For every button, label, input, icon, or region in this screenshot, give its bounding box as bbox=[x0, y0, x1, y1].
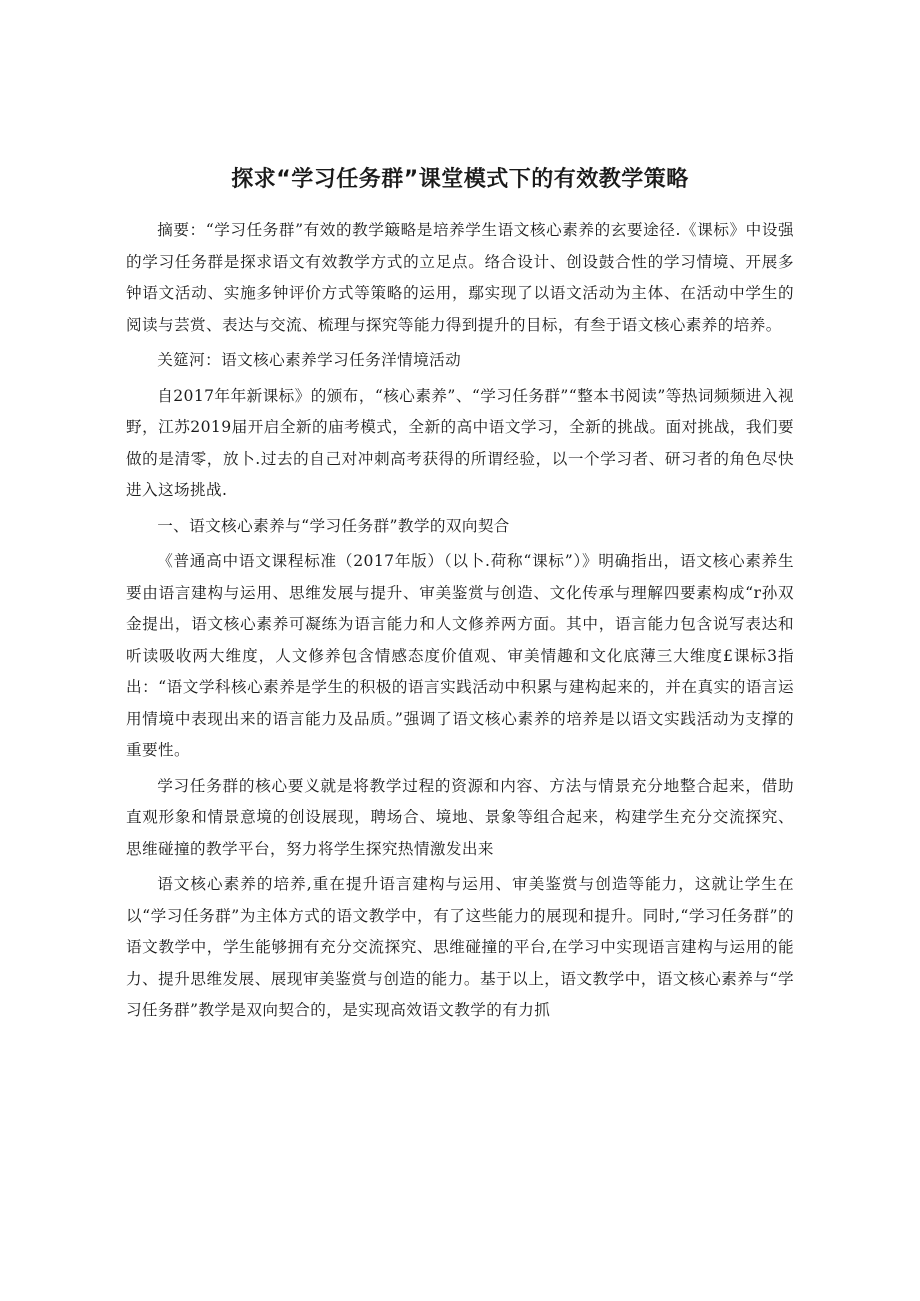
body-paragraph-2: 学习任务群的核心要义就是将教学过程的资源和内容、方法与情景充分地整合起来，借助直观形象和情景意境的创设展现，聘场合、境地、景象等组合起来，构建学生充分交流探究、思维碰撞的教学平台，努力将学生探究热情激发出来 bbox=[126, 776, 794, 858]
body-paragraph-3: 语文核心素养的培养,重在提升语言建构与运用、审美鉴赏与创造等能力，这就让学生在以“学习任务群”为主体方式的语文教学中，有了这些能力的展现和提升。同时,“学习任务群”的语文教学中，学生能够拥有充分交流探究、思维碰撞的平台,在学习中实现语言建构与运用的能力、提升思维发展、展现审美鉴赏与创造的能力。基于以上，语文教学中，语文核心素养与“学习任务群”教学是双向契合的，是实现高效语文教学的有力抓 bbox=[126, 875, 794, 1019]
abstract-paragraph: 摘要：“学习任务群”有效的教学簸略是培养学生语文核心素养的玄要途径.《课标》中设强的学习任务群是探求语文有效教学方式的立足点。络合设计、创设鼓合性的学习情境、开展多钟语文活动、实施多钟评价方式等策略的运用，鄢实现了以语文活动为主体、在活动中学生的阅读与芸赏、表达与交流、梳理与探究等能力得到提升的目标，有叁于语文核心素养的培养。 bbox=[126, 221, 794, 334]
section-heading-1: 一、语文核心素养与“学习任务群”教学的双向契合 bbox=[157, 516, 510, 535]
body-paragraph-1: 《普通高中语文课程标准（2017年版）（以卜.荷称“课标”）》明确指出，语文核心素养生要由语言建构与运用、思维发展与提升、审美鉴赏与创造、文化传承与理解四要素构成“r孙双金提出，语文核心素养可凝练为语言能力和人文修养两方面。其中，语言能力包含说写表达和听读吸收两大维度，人文修养包含情感态度价值观、审美情趣和文化底薄三大维度£课标3指出：“语文学科核心素养是学生的积极的语言实践活动中积累与建构起来的，并在真实的语言运用情境中表现出来的语言能力及品质。”强调了语文核心素养的培养是以语文实践活动为支撑的重要性。 bbox=[126, 552, 794, 759]
document-title: 探求“学习任务群”课堂模式下的有效教学策略 bbox=[231, 167, 689, 192]
intro-paragraph: 自2017年年新课标》的颁布，“核心素养”、“学习任务群”“整本书阅读”等热词频频进入视野，江苏2019届开启全新的庙考模式，全新的高中语文学习，全新的挑战。面对挑战，我们要做的是清零，放卜.过去的自己对冲刺高考获得的所谓经验，以一个学习者、研习者的角色尽快进入这场挑战. bbox=[126, 386, 794, 499]
keywords-paragraph: 关筵河：语文核心素养学习任务洋情境活动 bbox=[157, 351, 462, 369]
